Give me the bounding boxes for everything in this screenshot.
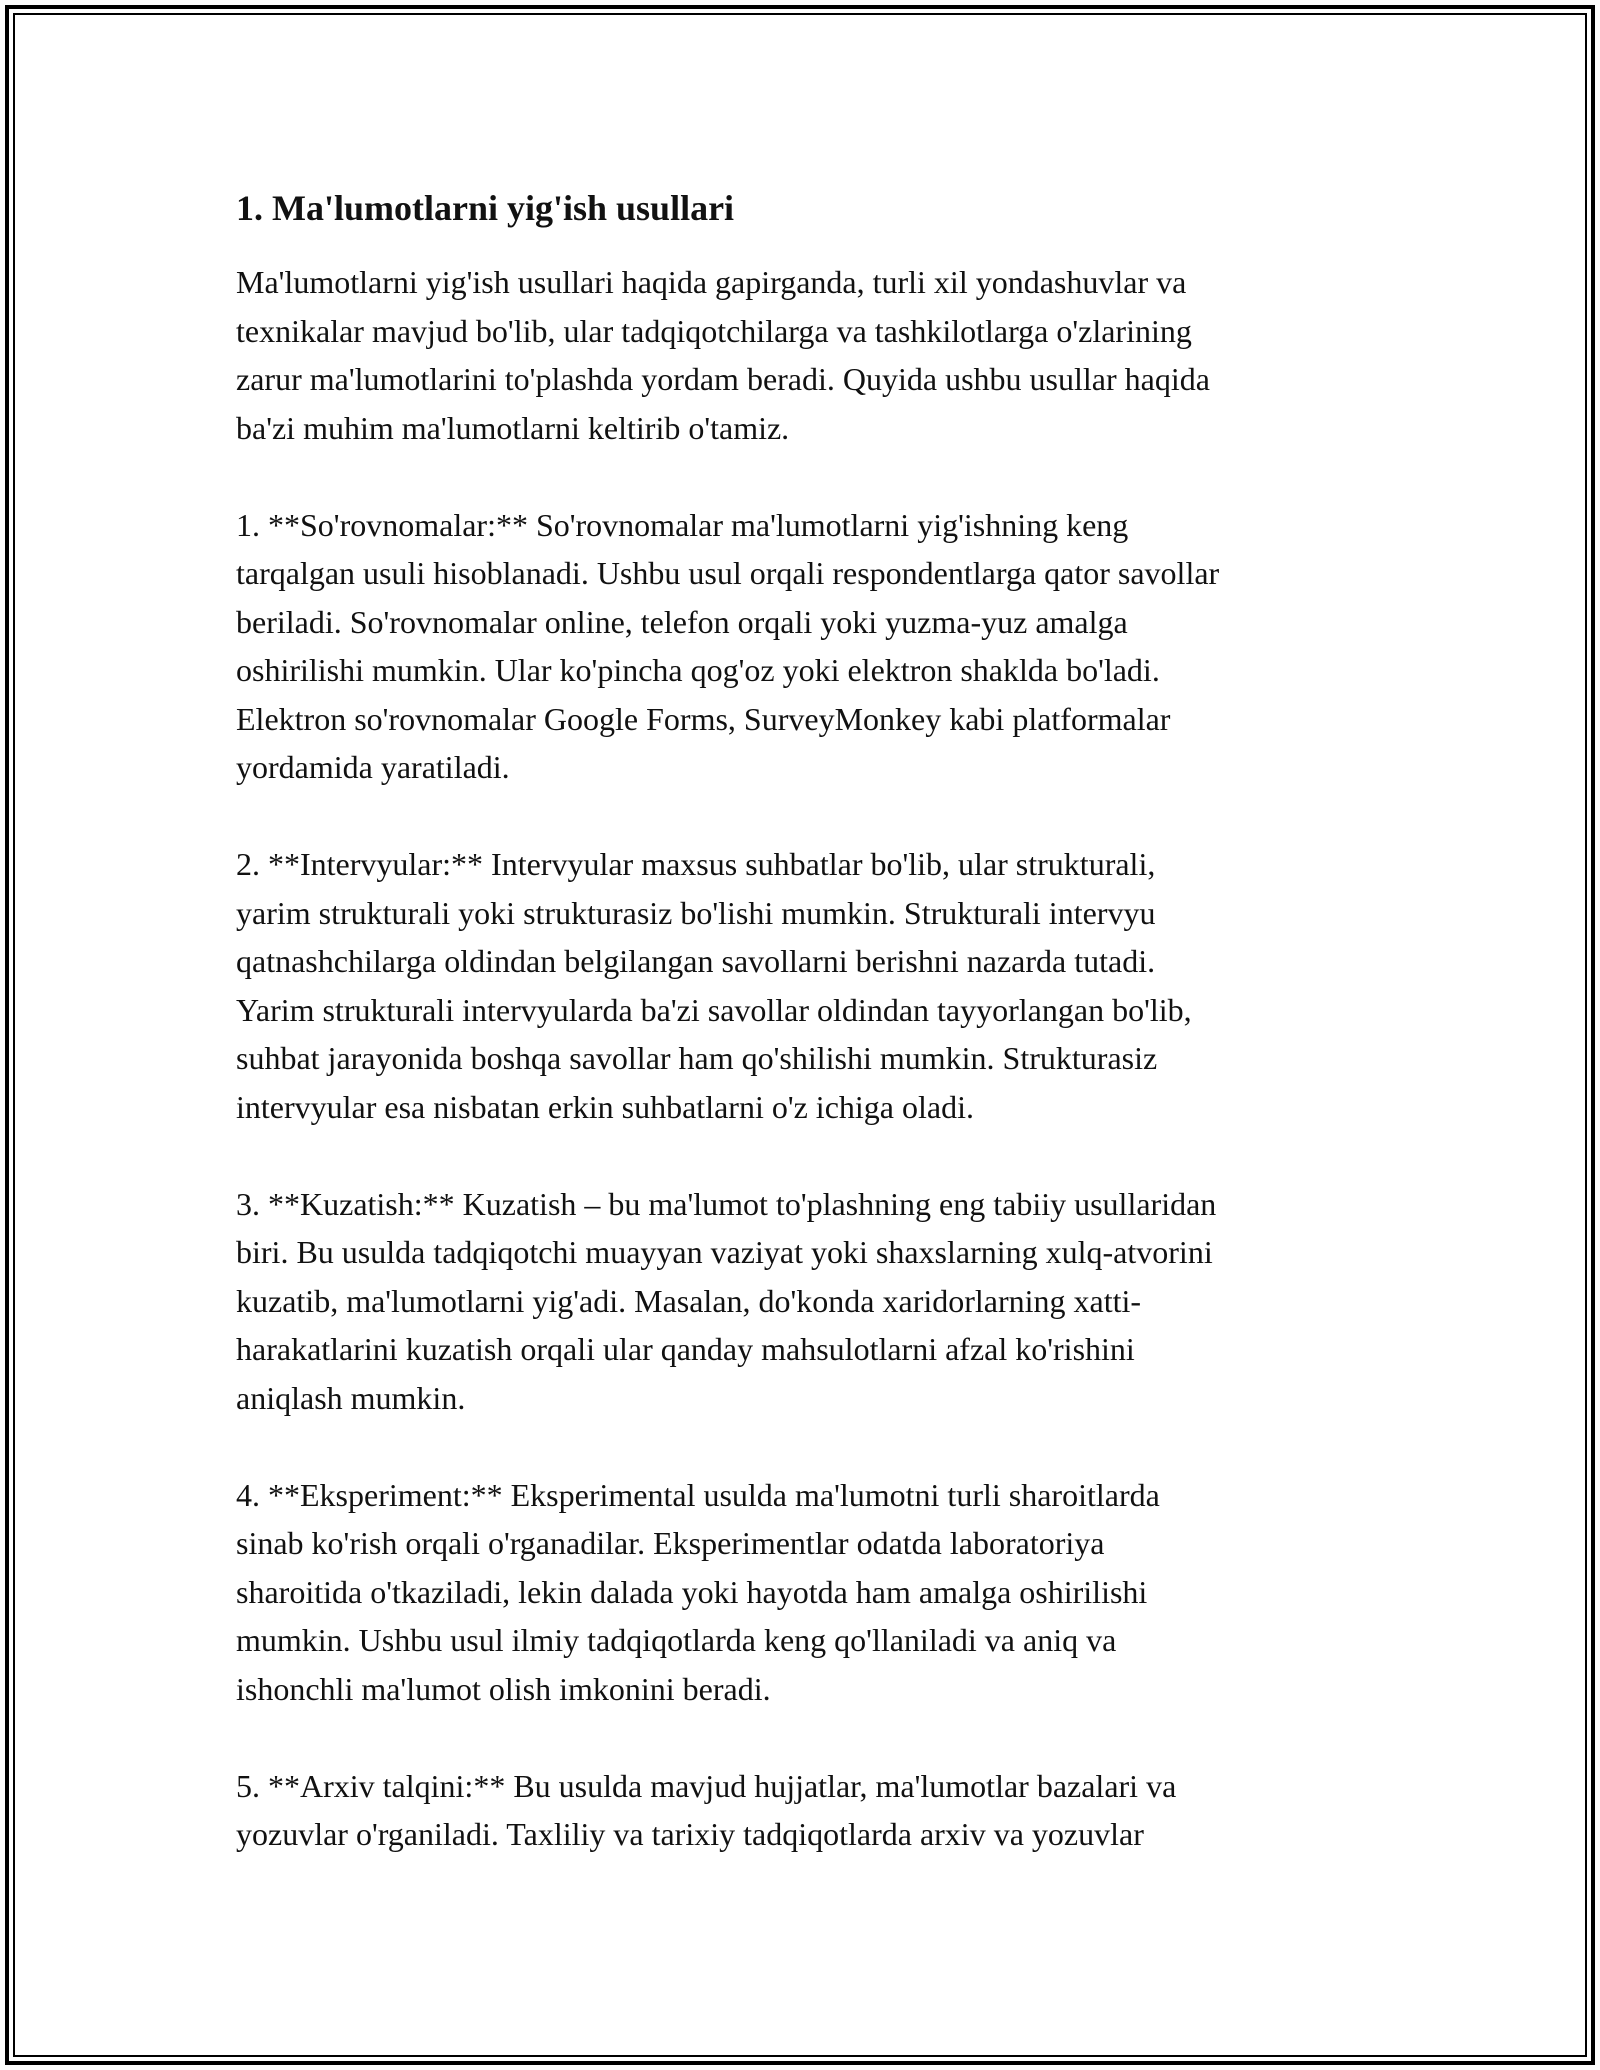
paragraph-list — [236, 258, 1376, 1859]
text-line: aniqlash mumkin. — [236, 1379, 466, 1416]
text-line: ba'zi muhim ma'lumotlarni keltirib o'tamiz. — [236, 409, 790, 446]
text-line: texnikalar mavjud bo'lib, ular tadqiqotchilarga va tashkilotlarga o'zlarining — [236, 312, 1192, 349]
text-line: harakatlarini kuzatish orqali ular qanday mahsulotlarni afzal ko'rishini — [236, 1331, 1135, 1367]
text-line: ishonchli ma'lumot olish imkonini beradi. — [236, 1670, 771, 1707]
text-line: 5. **Arxiv talqini:** Bu usulda mavjud hujjatlar, ma'lumotlar bazalari va — [236, 1767, 1177, 1804]
text-line: zarur ma'lumotlarini to'plashda yordam beradi. Quyida ushbu usullar haqida — [236, 361, 1210, 397]
text-line: qatnashchilarga oldindan belgilangan savollarni berishni nazarda tutadi. — [236, 943, 1156, 979]
text-line: intervyular esa nisbatan erkin suhbatlarni o'z ichiga oladi. — [236, 1088, 974, 1125]
text-line: kuzatib, ma'lumotlarni yig'adi. Masalan, do'konda xaridorlarning xatti- — [236, 1282, 1142, 1319]
text-line: 4. **Eksperiment:** Eksperimental usulda ma'lumotni turli sharoitlarda — [236, 1476, 1160, 1513]
paragraph — [236, 840, 1376, 1131]
text-line: mumkin. Ushbu usul ilmiy tadqiqotlarda keng qo'llaniladi va aniq va — [236, 1622, 1117, 1658]
text-line: Ma'lumotlarni yig'ish usullari haqida gapirganda, turli xil yondashuvlar va — [236, 264, 1187, 300]
text-line: yarim strukturali yoki strukturasiz bo'lishi mumkin. Strukturali intervyu — [236, 894, 1156, 931]
text-line: 3. **Kuzatish:** Kuzatish – bu ma'lumot to'plashning eng tabiiy usullaridan — [236, 1185, 1217, 1222]
text-line: yordamida yaratiladi. — [236, 749, 510, 785]
document-body — [236, 186, 1376, 1859]
page-title: 1. Ma'lumotlarni yig'ish usullari — [236, 188, 735, 228]
text-line: 1. **So'rovnomalar:** So'rovnomalar ma'lumotlarni yig'ishning keng — [236, 506, 1129, 543]
text-line: 2. **Intervyular:** Intervyular maxsus suhbatlar bo'lib, ular strukturali, — [236, 846, 1156, 882]
text-line: sharoitida o'tkaziladi, lekin dalada yoki hayotda ham amalga oshirilishi — [236, 1573, 1148, 1610]
text-line: oshirilishi mumkin. Ular ko'pincha qog'oz yoki elektron shaklda bo'ladi. — [236, 652, 1160, 688]
text-line: biri. Bu usulda tadqiqotchi muayyan vaziyat yoki shaxslarning xulq-atvorini — [236, 1234, 1213, 1270]
paragraph — [236, 1762, 1376, 1859]
text-line: beriladi. So'rovnomalar online, telefon orqali yoki yuzma-yuz amalga — [236, 603, 1128, 640]
text-line: Yarim strukturali intervyularda ba'zi savollar oldindan tayyorlangan bo'lib, — [236, 991, 1192, 1028]
paragraph — [236, 501, 1376, 792]
text-line: sinab ko'rish orqali o'rganadilar. Eksperimentlar odatda laboratoriya — [236, 1525, 1105, 1561]
paragraph — [236, 258, 1376, 452]
text-line: tarqalgan usuli hisoblanadi. Ushbu usul orqali respondentlarga qator savollar — [236, 555, 1220, 591]
text-line: Elektron so'rovnomalar Google Forms, SurveyMonkey kabi platformalar — [236, 700, 1171, 737]
paragraph — [236, 1180, 1376, 1423]
text-line: yozuvlar o'rganiladi. Taxliliy va tarixiy tadqiqotlarda arxiv va yozuvlar — [236, 1816, 1144, 1852]
paragraph — [236, 1471, 1376, 1714]
text-line: suhbat jarayonida boshqa savollar ham qo'shilishi mumkin. Strukturasiz — [236, 1040, 1158, 1076]
